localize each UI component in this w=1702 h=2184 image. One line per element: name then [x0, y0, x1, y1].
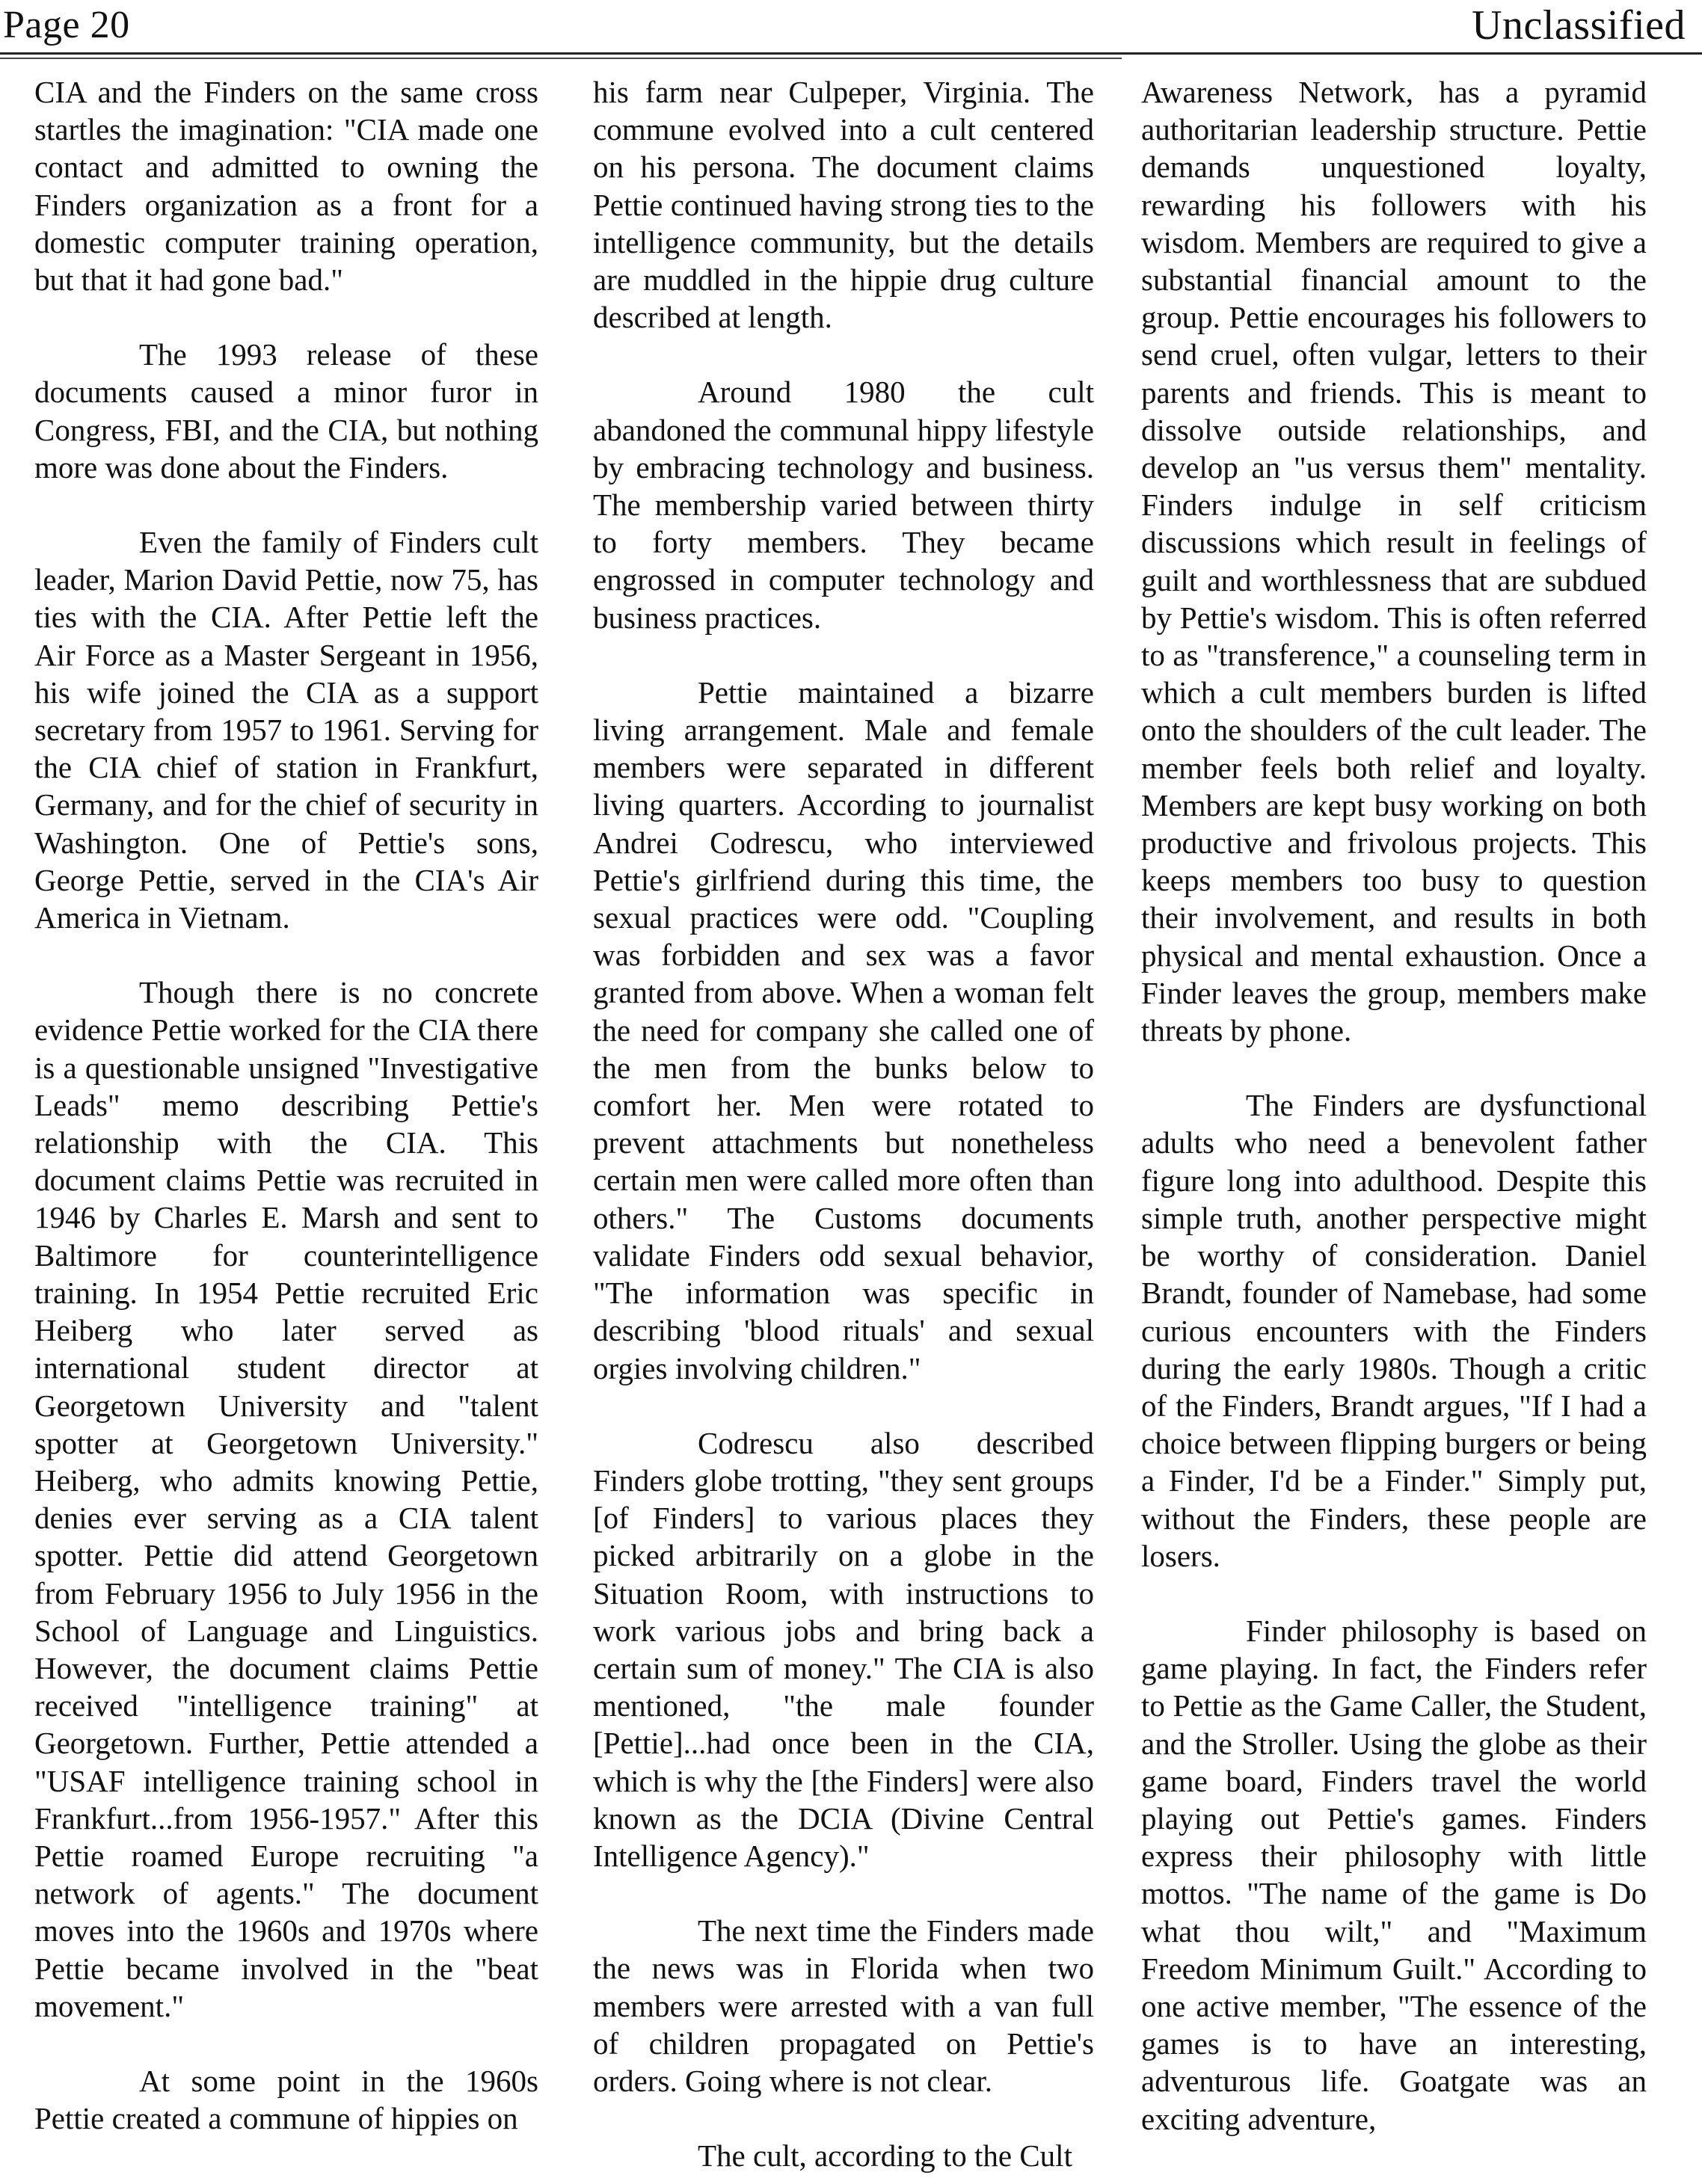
paragraph: The cult, according to the Cult [698, 2138, 1072, 2174]
paragraph: Pettie maintained a bizarre living arrangement. Male and female members were separated in different living quarters. According to journalist Andrei Codrescu, who interviewed Pettie's girlfriend during this time, the sexual practices were odd. "Coupling was forbidden and sex was a favor granted from above. When a woman felt the need for company she called one of the men from the bunks below to comfort her. Men were rotated to prevent attachments but nonetheless certain men were called more often than others." The Customs documents validate Finders odd sexual behavior, "The information was specific in describing 'blood rituals' and sexual orgies involving children." [593, 674, 1094, 1385]
article-column-2 [593, 73, 1094, 2184]
paragraph: At some point in the 1960s Pettie created a commune of hippies on [34, 2063, 538, 2136]
header-rule [0, 52, 1702, 55]
header-rule-secondary [0, 58, 1122, 59]
paragraph: his farm near Culpeper, Virginia. The commune evolved into a cult centered on his persona. The document claims Pettie continued having strong ties to the intelligence community, but the details are muddled in the hippie drug culture described at length. [593, 75, 1094, 335]
paragraph: Even the family of Finders cult leader, Marion David Pettie, now 75, has ties with the CIA. After Pettie left the Air Force as a Master Sergeant in 1956, his wife joined the CIA as a support secretary from 1957 to 1961. Serving for the CIA chief of station in Frankfurt, Germany, and for the chief of security in Washington. One of Pettie's sons, George Pettie, served in the CIA's Air America in Vietnam. [34, 525, 538, 935]
article-column-3 [1141, 73, 1647, 2184]
paragraph: The Finders are dysfunctional adults who need a benevolent father figure long into adulthood. Despite this simple truth, another perspective might be worthy of consideration. Daniel Brandt, founder of Namebase, had some curious encounters with the Finders during the early 1980s. Though a critic of the Finders, Brandt argues, "If I had a choice between flipping burgers or being a Finder, I'd be a Finder." Simply put, without the Finders, these people are losers. [1141, 1088, 1647, 1573]
paragraph: Though there is no concrete evidence Pettie worked for the CIA there is a questionable unsigned "Investigative Leads" memo describing Pettie's relationship with the CIA. This document claims Pettie was recruited in 1946 by Charles E. Marsh and sent to Baltimore for counterintelligence training. In 1954 Pettie recruited Eric Heiberg who later served as international student director at Georgetown University and "talent spotter at Georgetown University." Heiberg, who admits knowing Pettie, denies ever serving as a CIA talent spotter. Pettie did attend Georgetown from February 1956 to July 1956 in the School of Language and Linguistics. However, the document claims Pettie received "intelligence training" at Georgetown. Further, Pettie attended a "USAF intelligence training school in Frankfurt...from 1956-1957." After this Pettie roamed Europe recruiting "a network of agents." The document moves into the 1960s and 1970s where Pettie became involved in the "beat movement." [34, 975, 538, 2023]
paragraph: The next time the Finders made the news was in Florida when two members were arrested with a van full of children propagated on Pettie's orders. Going where is not clear. [593, 1913, 1094, 2098]
page-number: Page 20 [3, 4, 130, 46]
paragraph: Codrescu also described Finders globe trotting, "they sent groups [of Finders] to various places they picked arbitrarily on a globe in the Situation Room, with instructions to work various jobs and bring back a certain sum of money." The CIA is also mentioned, "the male founder [Pettie]...had once been in the CIA, which is why the [the Finders] were also known as the DCIA (Divine Central Intelligence Agency)." [593, 1425, 1094, 1873]
page-header [0, 0, 1702, 60]
paragraph: Finder philosophy is based on game playing. In fact, the Finders refer to Pettie as the Game Caller, the Student, and the Stroller. Using the globe as their game board, Finders travel the world playing out Pettie's games. Finders express their philosophy with little mottos. "The name of the game is Do what thou wilt," and "Maximum Freedom Minimum Guilt." According to one active member, "The essence of the games is to have an interesting, adventurous life. Goatgate was an exciting adventure, [1141, 1613, 1647, 2136]
paragraph: The 1993 release of these documents caused a minor furor in Congress, FBI, and the CIA, but nothing more was done about the Finders. [34, 337, 538, 485]
paragraph: Around 1980 the cult abandoned the communal hippy lifestyle by embracing technology and business. The membership varied between thirty to forty members. They became engrossed in computer technology and business practices. [593, 375, 1094, 635]
paragraph: CIA and the Finders on the same cross startles the imagination: "CIA made one contact and admitted to owning the Finders organization as a front for a domestic computer training operation, but that it had gone bad." [34, 75, 538, 298]
article-column-1 [34, 73, 538, 2184]
paragraph: Awareness Network, has a pyramid authoritarian leadership structure. Pettie demands unquestioned loyalty, rewarding his followers with his wisdom. Members are required to give a substantial financial amount to the group. Pettie encourages his followers to send cruel, often vulgar, letters to their parents and friends. This is meant to dissolve outside relationships, and develop an "us versus them" mentality. Finders indulge in self criticism discussions which result in feelings of guilt and worthlessness that are subdued by Pettie's wisdom. This is often referred to as "transference," a counseling term in which a cult members burden is lifted onto the shoulders of the cult leader. The member feels both relief and loyalty. Members are kept busy working on both productive and frivolous projects. This keeps members too busy to question their involvement, and results in both physical and mental exhaustion. Once a Finder leaves the group, members make threats by phone. [1141, 75, 1647, 1048]
classification-label: Unclassified [1472, 2, 1686, 49]
